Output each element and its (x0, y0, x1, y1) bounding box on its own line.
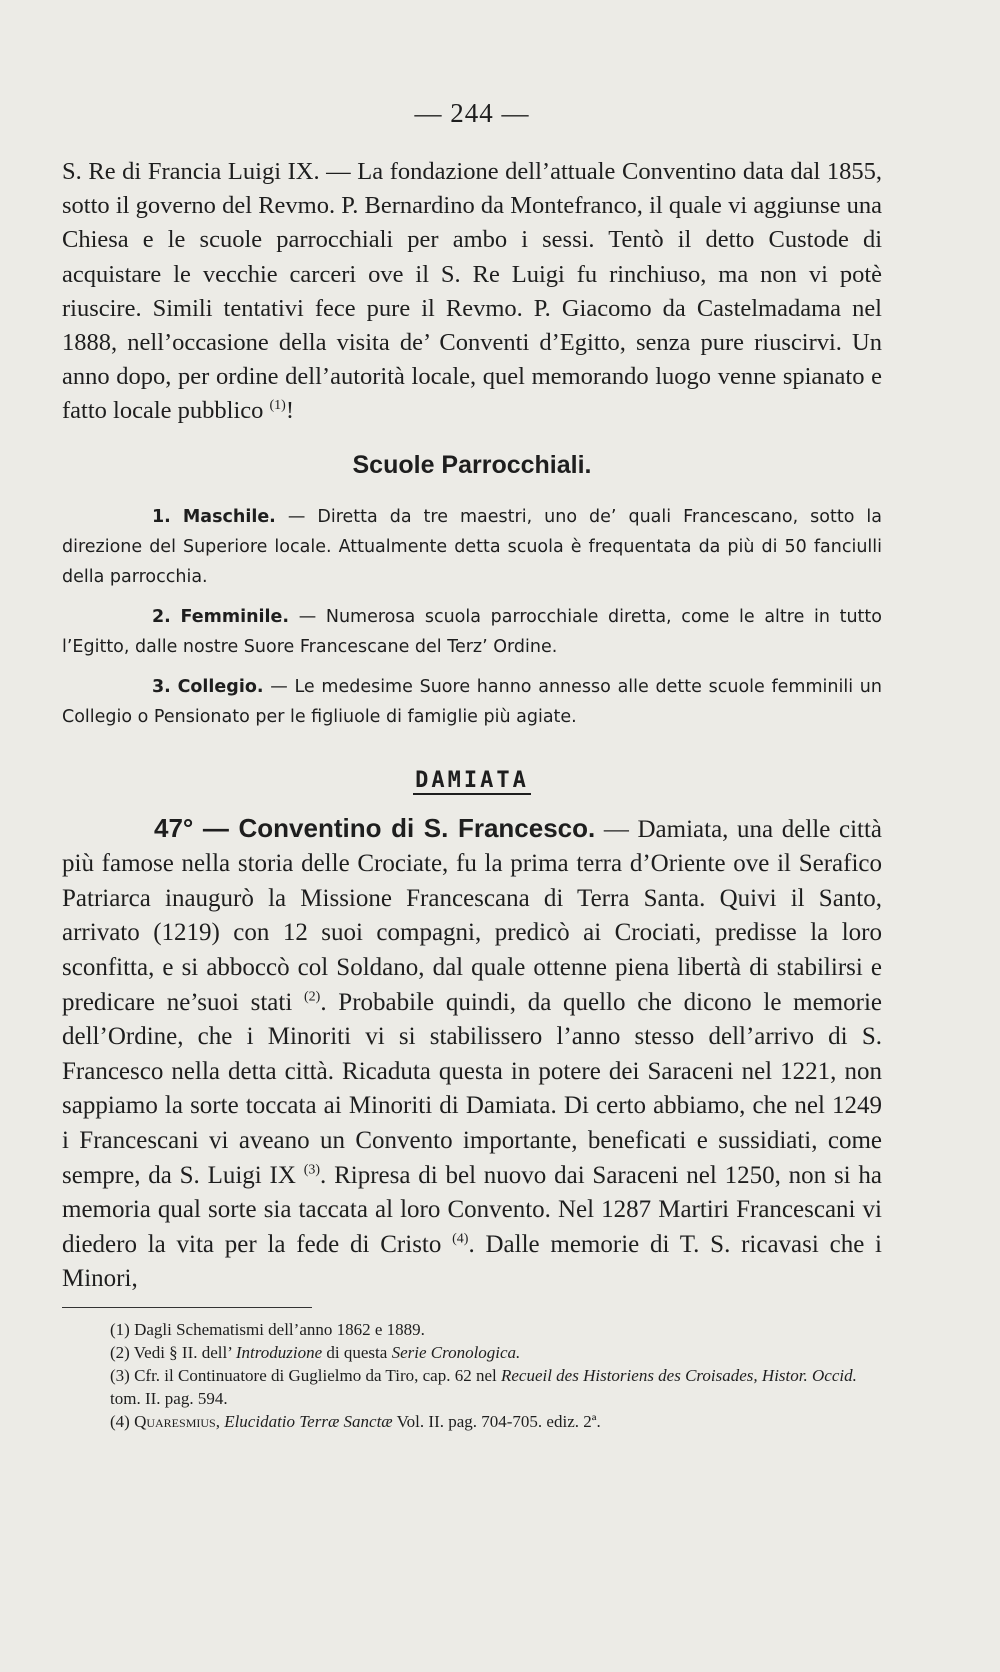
convent-text: . Dalle memorie di T. S. ricavasi che i Minori, (62, 1230, 882, 1293)
footnote-text: di questa (322, 1342, 392, 1362)
footnote (62, 1318, 882, 1341)
footnote (62, 1364, 882, 1410)
convent-text: — Damiata, una delle città più famose nella storia delle Crociate, fu la prima terra d’Oriente ove il Serafico Patriarca inaugurò la Missione Francescana di Terra Santa. Quivi il Santo, arrivato (1219) con 12 suoi compagni, predicò ai Crociati, predisse la loro sconfitta, e si abboccò col Soldano, dal quale ottenne piena libertà di stabilirsi e predicare ne’suoi stati (62, 815, 883, 1016)
section-heading: Scuole Parrocchiali. (352, 450, 592, 479)
footnote-text: Vol. II. pag. 704-705. ediz. 2ª. (392, 1411, 601, 1431)
footnote-text: (2) Vedi § II. dell’ (110, 1342, 236, 1362)
school-title: Collegio. (177, 676, 264, 697)
footnote-ref: (1) (269, 398, 286, 414)
school-text: — Numerosa scuola parrocchiale diretta, come le altre in tutto l’Egitto, dalle nostre Suore Francescane del Terz’ Ordine. (62, 606, 882, 657)
footnote-text: (1) Dagli Schematismi dell’anno 1862 e 1889. (110, 1319, 425, 1339)
footnote-ref: (3) (303, 1162, 321, 1178)
school-number: 3. (152, 676, 171, 697)
intro-paragraph (62, 155, 882, 429)
footnote-text: tom. II. pag. 594. (110, 1388, 228, 1408)
footnotes (62, 1318, 882, 1433)
footnote-italic: Serie Cronologica. (391, 1342, 521, 1362)
place-heading (62, 768, 882, 793)
school-text: — Diretta da tre maestri, uno de’ quali Francescano, sotto la direzione del Superiore locale. Attualmente detta scuola è frequentata da più di 50 fanciulli della parrocchia. (62, 506, 882, 587)
school-item (62, 672, 882, 732)
convent-text: . Ripresa di bel nuovo dai Saraceni nel 1250, non si ha memoria qual sorte sia taccata al loro Convento. Nel 1287 Martiri Francescani vi diedero la vita per la fede di Cristo (62, 1161, 883, 1258)
school-number: 1. (152, 506, 171, 527)
footnote-italic: Recueil des Historiens des Croisades, Histor. Occid. (500, 1365, 857, 1385)
footnote-italic: Elucidatio Terræ Sanctæ (219, 1411, 393, 1431)
footnote-text: (3) Cfr. il Continuatore di Guglielmo da Tiro, cap. 62 nel (110, 1365, 501, 1385)
school-item (62, 602, 882, 662)
footnote-italic: Introduzione (235, 1342, 323, 1362)
convent-title: 47° — Conventino di S. Francesco. (154, 812, 596, 843)
footnote-author: (4) Quaresmius, (110, 1411, 220, 1431)
convent-text: . Probabile quindi, da quello che dicono le memorie dell’Ordine, che i Minoriti vi si stabilissero l’anno stesso dell’arrivo di S. Francesco nella detta città. Ricaduta questa in potere dei Saraceni nel 1221, non sappiamo la sorte toccata ai Minoriti di Damiata. Di certo abbiamo, che nel 1249 i Francescani vi aveano un Convento importante, beneficati e sussidiati, come sempre, da S. Luigi IX (62, 988, 882, 1189)
place-heading-text: DAMIATA (415, 767, 529, 793)
footnote-ref: (2) (304, 989, 321, 1005)
footnote (62, 1410, 882, 1433)
school-title: Maschile. (182, 506, 276, 527)
footnote (62, 1341, 882, 1364)
intro-text: S. Re di Francia Luigi IX. — La fondazione dell’attuale Conventino data dal 1855, sotto il governo del Revmo. P. Bernardino da Montefranco, il quale vi aggiunse una Chiesa e le scuole parrocchiali per ambo i sessi. Tentò il detto Custode di acquistare le vecchie carceri ove il S. Re Luigi fu rinchiuso, ma non vi potè riuscire. Simili tentativi fece pure il Revmo. P. Giacomo da Castelmadama nel 1888, nell’occasione della visita de’ Conventi d’Egitto, senza pure riuscirvi. Un anno dopo, per ordine dell’autorità locale, quel memorando luogo venne spianato e fatto locale pubblico (62, 158, 882, 425)
footnote-divider (62, 1307, 312, 1308)
page-number: — 244 — (414, 98, 530, 128)
school-number: 2. (152, 606, 171, 627)
footnote-ref: (4) (452, 1231, 469, 1247)
school-title: Femminile. (180, 606, 290, 627)
intro-end: ! (285, 397, 294, 425)
school-item (62, 502, 882, 592)
school-text: — Le medesime Suore hanno annesso alle dette scuole femminili un Collegio o Pensionato per le figliuole di famiglie più agiate. (62, 676, 882, 727)
convent-paragraph (62, 811, 882, 1297)
